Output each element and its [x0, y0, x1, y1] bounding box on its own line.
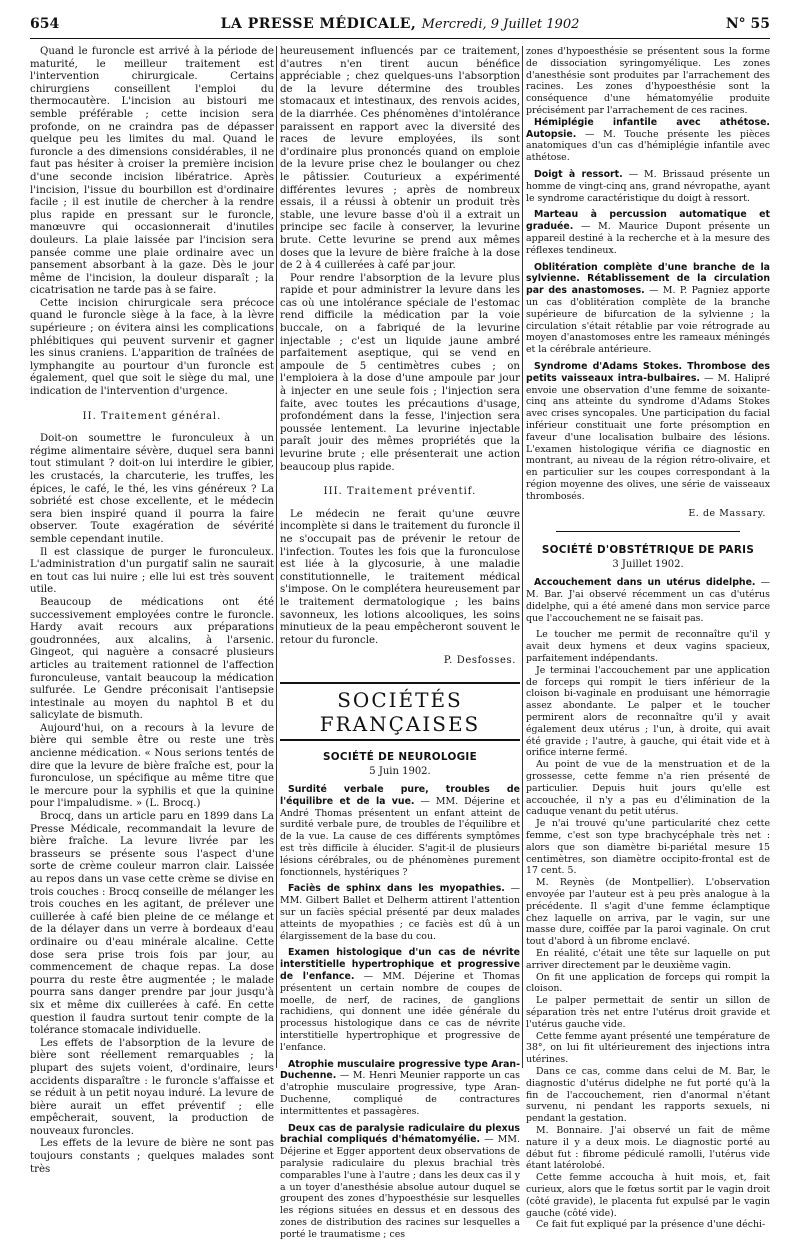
report-item: [526, 169, 770, 204]
report-text: — MM. Déjerine et Thomas présentent un certain nombre de coupes de moelle, de nerf, de racines, de ganglions rachidiens, qui donnent une idée générale du processus histologique dans ce cas de névrite interstitielle hypertrophique et progressive de l'enfance.: [280, 971, 520, 1053]
report-item: [280, 1059, 520, 1118]
paragraph: Pour rendre l'absorption de la levure plus rapide et pour administrer la levure dans les cas où une intolérance spéciale de l'estomac rend difficile la médication par la voie buccale, on a fabriqué de la levurine injectable ; c'est un liquide jaune ambré parfaitement aseptique, qui se vend en ampoule de 5 centimètres cubes ; on l'emploiera à la dose d'une ampoule par jour à injecter en une seule fois ; l'injection sera faite, avec toutes les précautions d'usage, profondément dans la fesse, l'injection sera poussée lentement. La levurine injectable paraît jouir des mêmes propriétés que la levurine brute ; elle présenterait une action beaucoup plus rapide.: [280, 272, 520, 473]
report-text: — M. P. Pagniez apporte un cas d'oblitération complète de la branche supérieure de bifurcation de la sylvienne ; la circulation s'était rétablie par voie rétrograde au moyen d'anastomoses entre les rameaux méningés et la cérébrale antérieure.: [526, 285, 770, 356]
report-text: — MM. Déjerine et Egger apportent deux observations de paralysie radiculaire du plexus brachial très comparables l'une à l'autre ; dans les deux cas il y a un toyer d'anesthésie absolue autour duquel se groupent des zones d'hypoesthésie sur lesquelles les régions situées en dessus et en dessous des zones de distribution des racines sur lesquelles a porté le traumatisme ; ces: [280, 1134, 520, 1240]
paragraph: M. Bonnaire. J'ai observé un fait de même nature il y a deux mois. Le diagnostic porté au début fut : fibrome pédiculé ramolli, l'utérus vide étant latérolobé.: [526, 1124, 770, 1172]
paragraph: On fit une application de forceps qui rompit la cloison.: [526, 971, 770, 995]
report-text: — M. Bar. J'ai observé récemment un cas d'utérus didelphe, qui a été amené dans mon service parce que l'accouchement ne se faisait pas.: [526, 577, 770, 624]
paragraph: Quand le furoncle est arrivé à la période de maturité, le meilleur traitement est l'intervention chirurgicale. Certains chirurgiens conseillent l'emploi du thermocautère. L'incision au bistouri me semble préférable ; cette incision sera profonde, on ne craindra pas de dépasser quelque peu les limites du mal. Quand le furoncle a des dimensions considérables, il ne faut pas hésiter à croiser la première incision d'une seconde incision libératrice. Après l'incision, l'issue du bourbillon est d'ordinaire facile ; il est inutile de chercher à la rendre plus rapide en pressant sur le furoncle, manœuvre qui occasionnerait d'inutiles douleurs. La plaie laissée par l'incision sera pansée comme une plaie ordinaire avec un pansement absorbant à la gaze. Dès le jour même de l'incision, la douleur disparaît ; la cicatrisation ne tarde pas à se faire.: [30, 46, 274, 297]
masthead: [30, 16, 770, 32]
society-date: 3 Juillet 1902.: [612, 558, 684, 570]
report-title: Hémiplégie infantile avec athétose. Autopsie.: [526, 116, 770, 140]
report-title: Accouchement dans un utérus didelphe.: [534, 577, 756, 589]
report-title: Atrophie musculaire progressive type Aran-Duchenne.: [280, 1058, 520, 1082]
society-date: 5 Juin 1902.: [369, 765, 431, 777]
report-text: — MM. Déjerine et André Thomas présentent un enfant atteint de surdité verbale pure, de troubles de l'équilibre et de la vue. La cause de ces différents symptômes est très difficile à élucider. S'agit-il de plusieurs lésions cérébrales, ou de phénomènes purement fonctionnels, hystériques ?: [280, 795, 520, 878]
report-title: Oblitération complète d'une branche de la sylvienne. Rétablissement de la circulation par des anastomoses.: [526, 261, 770, 297]
paragraph: En réalité, c'était une tête sur laquelle on put arriver directement par le deuxième vagin.: [526, 947, 770, 971]
column-1: [30, 46, 274, 1175]
section-rule: [556, 531, 740, 532]
paragraph: Je n'ai trouvé qu'une particularité chez cette femme, c'est son type brachycéphale très net : alors que son diamètre bi-pariétal mesure 15 centimètres, son diamètre occipito-frontal est de 17 cent. 5.: [526, 818, 770, 877]
paragraph: Les effets de l'absorption de la levure de bière sont réellement remarquables ; la plupart des sujets voient, d'ordinaire, leurs accidents disparaître : le furoncle s'affaisse et se réduit à un petit noyau induré. La levure de bière aurait un effet préventif ; elle empêcherait, souvent, la production de nouveaux furoncles.: [30, 1037, 274, 1137]
paragraph: Brocq, dans un article paru en 1899 dans La Presse Médicale, recommandait la levure de bière fraîche. La levure livrée par les brasseurs se présente sous l'aspect d'une sorte de crème couleur marron clair. Laissée au repos dans un vase cette crème se divise en trois couches : Brocq conseille de mélanger les trois couches en les agitant, de prélever une cuillerée à café bien pleine de ce mélange et de la délayer dans un verre à bordeaux d'eau ordinaire ou d'eau minérale alcaline. Cette dose sera prise trois fois par jour, au commencement de chaque repas. La dose pourra du reste être augmentée ; le malade pourra sans danger prendre par jour jusqu'à six et même dix cuillerées à café. En cette question il faudra surtout tenir compte de la tolérance stomacale individuelle.: [30, 811, 274, 1037]
paragraph: Le toucher me permit de reconnaître qu'il y avait deux hymens et deux vagins spacieux, parfaitement indépendants.: [526, 629, 770, 665]
author-signature: P. Desfosses.: [443, 655, 516, 667]
paragraph: Il est classique de purger le furonculeux. L'administration d'un purgatif salin ne saurait en tout cas lui nuire ; elle lui est très souvent utile.: [30, 546, 274, 596]
paragraph: Beaucoup de médications ont été successivement employées contre le furoncle. Hardy avait recours aux préparations goudronnées, aux alcalins, à l'arsenic. Gingeot, qui naguère a consacré plusieurs articles au traitement rationnel de l'affection furonculeuse, vantait beaucoup la médication sulfurée. Le Gendre préconisait l'antisepsie intestinale au moyen du naphtol B et du salicylate de bismuth.: [30, 596, 274, 722]
report-text: — M. Touche présente les pièces anatomiques d'un cas d'hémiplégie infantile avec athétose.: [526, 128, 770, 164]
report-text: — M. Henri Meunier rapporte un cas d'atrophie musculaire progressive, type Aran-Duchenne, compliqué de contractures intermittentes et passagères.: [280, 1070, 520, 1117]
section-heading: II. Traitement général.: [82, 410, 222, 422]
paragraph: Cette incision chirurgicale sera précoce quand le furoncle siège à la face, à la lèvre supérieure ; on évitera ainsi les complications phlébitiques qui peuvent survenir et gagner les sinus craniens. L'apparition de traînées de lymphangite au pourtour d'un furoncle est également, quel que soit le siège du mal, une indication de l'intervention d'urgence.: [30, 297, 274, 398]
paragraph: Le médecin ne ferait qu'une œuvre incomplète si dans le traitement du furoncle il ne s'occupait pas de prévenir le retour de l'infection. Toutes les fois que la furonculose est liée à la glycosurie, à une maladie constitutionnelle, le traitement médical s'impose. On le complétera heureusement par le traitement dermatologique ; les bains savonneux, les lotions alcooliques, les soins minutieux de la peau empêcheront souvent le retour du furoncle.: [280, 508, 520, 646]
society-title: SOCIÉTÉ D'OBSTÉTRIQUE DE PARIS: [541, 544, 755, 557]
journal-title: LA PRESSE MÉDICALE,: [220, 16, 417, 32]
paragraph: Cette femme accoucha à huit mois, et, fait curieux, alors que le fœtus sortit par le vagin droit (côté gravide), le placenta fut expulsé par le vagin gauche (côté vide).: [526, 1172, 770, 1219]
issue-date: Mercredi, 9 Juillet 1902: [421, 17, 580, 32]
society-title: SOCIÉTÉ DE NEUROLOGIE: [323, 750, 477, 763]
paragraph: Au point de vue de la menstruation et de la grossesse, cette femme n'a rien présenté de particulier. Depuis huit jours qu'elle est accouchée, il n'y a pas eu d'élimination de la caduque venant du petit utérus.: [526, 759, 770, 818]
paragraph: Aujourd'hui, on a recours à la levure de bière qui semble être ou reste une très ancienne médication. « Nous serions tentés de dire que la levure de bière fraîche est, pour la furonculose, un spécifique au même titre que le mercure pour la syphilis et que la quinine pour l'impaludisme. » (L. Brocq.): [30, 722, 274, 810]
report-item: [280, 1123, 520, 1241]
report-item: [526, 117, 770, 164]
paragraph: Les effets de la levure de bière ne sont pas toujours constants ; quelques malades sont très: [30, 1138, 274, 1175]
paragraph: Dans ce cas, comme dans celui de M. Bar, le diagnostic d'utérus didelphe ne fut porté qu'à la fin de l'accouchement, rien d'anormal n'étant survenu, ni pendant les rapports sexuels, ni pendant la gestation.: [526, 1065, 770, 1125]
paragraph: heureusement influencés par ce traitement, d'autres n'en tirent aucun bénéfice appréciable ; chez quelques-uns l'absorption de la levure détermine des troubles stomacaux et intestinaux, des renvois acides, de la diarrhée. Ces phénomènes d'intolérance paraissent en rapport avec la diversité des races de levure employées, ils sont d'ordinaire plus prononcés quand on emploie de la levure prise chez le boulanger ou chez le pâtissier. Couturieux a expérimenté différentes levures ; après de nombreux essais, il a réussi à obtenir un produit très stable, une levure basse d'où il a extrait un principe sec facile à conserver, la levurine brute. Cette levurine se prend aux mêmes doses que la levure de bière fraîche à la dose de 2 à 4 cuillerées à café par jour.: [280, 46, 520, 272]
page-number: 654: [30, 16, 60, 32]
column-divider: [522, 46, 523, 1068]
header-rule: [30, 38, 770, 39]
paragraph: M. Reynès (de Montpellier). L'observation envoyée par l'auteur est à peu près analogue à la précédente. Il s'agit d'une femme éclamptique chez laquelle on arriva, par le vagin, sur une masse dure, coiffée par la paroi vaginale. On crut tout d'abord à un fibrome enclavé.: [526, 877, 770, 948]
report-text: — M. Halipré envoie une observation d'une femme de soixante-cinq ans atteinte du syndrome d'Adams Stokes avec crises syncopales. Une participation du facial inférieur constituait une forte présomption en faveur d'une localisation bulbaire des lésions. L'examen histologique vérifia ce diagnostic en montrant, au niveau de la région rétro-olivaire, et en particulier sur les coupes correspondant à la région moyenne des olives, une série de vaisseaux thrombosés.: [526, 372, 770, 502]
page-header: [30, 14, 770, 36]
report-title: Deux cas de paralysie radiculaire du plexus brachial compliqués d'hématomyélie.: [280, 1122, 520, 1146]
column-2: [280, 46, 520, 1240]
report-title: Faciès de sphinx dans les myopathies.: [288, 883, 505, 895]
issue-number: N° 55: [725, 16, 770, 32]
column-divider: [276, 46, 277, 1068]
report-item: [526, 209, 770, 256]
report-item: [280, 784, 520, 878]
paragraph: Le palper permettait de sentir un sillon de séparation très net entre l'utérus droit gravide et l'utérus gauche vide.: [526, 995, 770, 1030]
report-item: [280, 883, 520, 942]
paragraph: Cette femme ayant présenté une température de 38°, on lui fit ultérieurement des injections intra utérines.: [526, 1030, 770, 1066]
report-title: Syndrome d'Adams Stokes. Thrombose des petits vaisseaux intra-bulbaires.: [526, 360, 770, 384]
report-item: [280, 947, 520, 1053]
section-heading: III. Traitement préventif.: [323, 486, 477, 498]
report-title: Doigt à ressort.: [534, 168, 623, 180]
paragraph: Ce fait fut expliqué par la présence d'une déchi-: [536, 1219, 766, 1231]
paragraph: zones d'hypoesthésie se présentent sous la forme de dissociation syringomyélique. Les zones d'anesthésie sont produites par l'arrachement des racines. Les zones d'hypoesthésie sont la conséquence d'une hématomyélie produite précisément par l'arrachement de ces racines.: [526, 46, 770, 116]
report-item: [526, 577, 770, 624]
report-item: [526, 361, 770, 503]
report-text: — MM. Gilbert Ballet et Delherm attirent l'attention sur un faciès spécial présenté par deux malades atteints de myopathies ; ce faciès est dû à un élargissement de la base du cou.: [280, 883, 520, 942]
report-item: [526, 262, 770, 356]
section-banner: SOCIÉTÉS FRANÇAISES: [280, 682, 520, 741]
report-text: — M. Brissaud présente un homme de vingt-cinq ans, grand névropathe, ayant le syndrome caractéristique du doigt à ressort.: [526, 168, 771, 204]
paragraph: Je terminai l'accouchement par une application de forceps qui rompit le tiers inférieur de la cloison bi-vaginale en produisant une hémorragie assez abondante. Le palper et le toucher permirent alors de reconnaître qu'il y avait également deux utérus ; l'un, à droite, qui avait été gravide ; l'autre, à gauche, qui était vide et à orifice interne fermé.: [526, 664, 770, 759]
author-signature: E. de Massary.: [688, 508, 766, 520]
report-text: — M. Maurice Dupont présente un appareil destiné à la recherche et à la mesure des réflexes tendineux.: [526, 221, 770, 256]
column-3: [526, 46, 771, 1231]
report-title: Marteau à percussion automatique et graduée.: [526, 209, 770, 233]
report-title: Surdité verbale pure, troubles de l'équilibre et de la vue.: [280, 784, 520, 807]
report-title: Examen histologique d'un cas de névrite interstitielle hypertrophique et progressive de l'enfance.: [280, 947, 520, 983]
paragraph: Doit-on soumettre le furonculeux à un régime alimentaire sévère, duquel sera banni tout stimulant ? doit-on lui interdire le gibier, les crustacés, la charcuterie, les truffes, les épices, le café, le thé, les vins généreux ? La sobriété est chose excellente, et le médecin sera bien inspiré quand il pourra la faire observer. Toute exagération de sévérité semble cependant inutile.: [30, 433, 274, 545]
